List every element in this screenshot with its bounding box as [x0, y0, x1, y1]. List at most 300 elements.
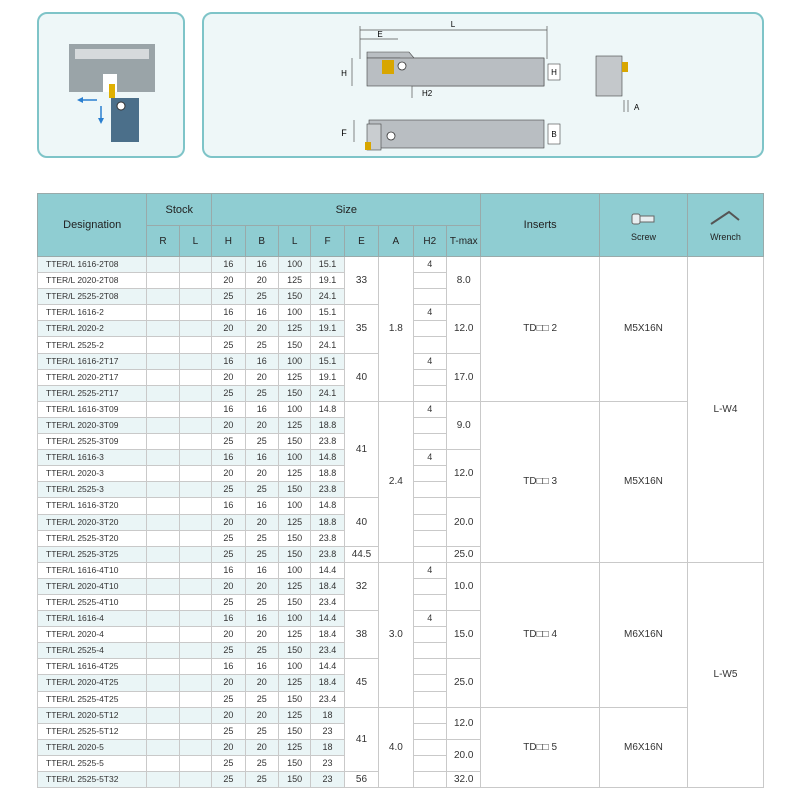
cell-designation: TTER/L 2525-3: [38, 482, 147, 498]
cell-L: 150: [278, 530, 310, 546]
header-E: E: [344, 226, 378, 257]
dim-label-A: A: [634, 103, 640, 112]
dim-label-H-right: H: [551, 68, 557, 77]
cell-designation: TTER/L 2525-2: [38, 337, 147, 353]
cell-F: 14.4: [311, 611, 344, 627]
cell-H: 16: [212, 450, 245, 466]
cell-F: 15.1: [311, 305, 344, 321]
header-Tmax: T-max: [447, 226, 481, 257]
cell-stock-R: [147, 273, 179, 289]
cell-L: 150: [278, 772, 310, 788]
cell-A: 2.4: [379, 401, 413, 562]
cell-screw: M5X16N: [599, 257, 687, 402]
cell-L: 125: [278, 707, 310, 723]
cell-stock-L: [179, 594, 211, 610]
cell-E: 41: [344, 401, 378, 498]
end-insert-icon: [622, 62, 628, 72]
cell-L: 125: [278, 321, 310, 337]
cell-H2: [413, 594, 446, 610]
cell-B: 25: [245, 337, 278, 353]
cell-F: 19.1: [311, 273, 344, 289]
cell-H2: [413, 643, 446, 659]
cell-B: 20: [245, 578, 278, 594]
cell-stock-R: [147, 611, 179, 627]
cell-H: 25: [212, 482, 245, 498]
cell-Tmax: 15.0: [447, 611, 481, 659]
cell-H2: 4: [413, 257, 446, 273]
cell-designation: TTER/L 2020-4: [38, 627, 147, 643]
cell-F: 18: [311, 739, 344, 755]
cell-H: 16: [212, 401, 245, 417]
cell-E: 45: [344, 659, 378, 707]
cell-A: 3.0: [379, 562, 413, 707]
cell-F: 15.1: [311, 353, 344, 369]
cell-H: 20: [212, 417, 245, 433]
cell-screw: M5X16N: [599, 401, 687, 562]
cell-B: 25: [245, 434, 278, 450]
cell-stock-L: [179, 450, 211, 466]
cell-H: 16: [212, 498, 245, 514]
cell-L: 150: [278, 643, 310, 659]
cell-stock-R: [147, 385, 179, 401]
cell-H: 16: [212, 562, 245, 578]
cell-stock-L: [179, 482, 211, 498]
cell-H: 25: [212, 530, 245, 546]
dim-label-B: B: [551, 130, 557, 139]
cell-designation: TTER/L 2525-4T25: [38, 691, 147, 707]
cell-H2: [413, 691, 446, 707]
cell-Tmax: 12.0: [447, 450, 481, 498]
cell-H2: 4: [413, 562, 446, 578]
cell-stock-L: [179, 659, 211, 675]
cell-L: 100: [278, 611, 310, 627]
cell-L: 125: [278, 417, 310, 433]
cell-L: 100: [278, 659, 310, 675]
cell-B: 25: [245, 530, 278, 546]
cell-H2: [413, 498, 446, 514]
cell-stock-R: [147, 675, 179, 691]
cell-stock-R: [147, 417, 179, 433]
cell-B: 20: [245, 675, 278, 691]
cell-H: 25: [212, 691, 245, 707]
header-row-1: [38, 194, 764, 226]
dim-label-E: E: [377, 30, 383, 39]
cell-H: 20: [212, 578, 245, 594]
cell-stock-L: [179, 417, 211, 433]
cell-B: 20: [245, 369, 278, 385]
cell-designation: TTER/L 2020-4T25: [38, 675, 147, 691]
header-F: F: [311, 226, 344, 257]
cell-stock-L: [179, 353, 211, 369]
cell-F: 14.4: [311, 562, 344, 578]
cell-A: 1.8: [379, 257, 413, 402]
cell-F: 23.8: [311, 530, 344, 546]
cell-H2: 4: [413, 353, 446, 369]
cell-stock-L: [179, 755, 211, 771]
cell-stock-L: [179, 707, 211, 723]
cell-H2: [413, 385, 446, 401]
cell-F: 18.4: [311, 578, 344, 594]
cell-H2: [413, 369, 446, 385]
cell-F: 23.8: [311, 482, 344, 498]
cell-E: 32: [344, 562, 378, 610]
cell-H: 25: [212, 385, 245, 401]
cell-designation: TTER/L 1616-2T17: [38, 353, 147, 369]
cell-L: 100: [278, 401, 310, 417]
cell-stock-L: [179, 273, 211, 289]
cell-designation: TTER/L 1616-2: [38, 305, 147, 321]
cell-stock-R: [147, 401, 179, 417]
cell-stock-R: [147, 337, 179, 353]
cell-Tmax: 32.0: [447, 772, 481, 788]
cell-H2: 4: [413, 305, 446, 321]
cell-L: 150: [278, 434, 310, 450]
cell-stock-L: [179, 578, 211, 594]
cell-L: 100: [278, 450, 310, 466]
cell-B: 25: [245, 482, 278, 498]
cell-H2: [413, 321, 446, 337]
header-L-stock: L: [179, 226, 211, 257]
header-designation: Designation: [38, 194, 147, 257]
cell-designation: TTER/L 2020-5: [38, 739, 147, 755]
cell-designation: TTER/L 1616-3T20: [38, 498, 147, 514]
cell-H2: [413, 434, 446, 450]
cell-B: 25: [245, 594, 278, 610]
cell-H: 20: [212, 514, 245, 530]
table-row: [38, 707, 764, 723]
screw-icon: [398, 62, 406, 70]
cell-A: 4.0: [379, 707, 413, 787]
cell-H: 16: [212, 611, 245, 627]
cell-Tmax: 8.0: [447, 257, 481, 305]
cell-stock-R: [147, 305, 179, 321]
cell-H2: [413, 466, 446, 482]
header-screw: [599, 194, 687, 257]
cell-designation: TTER/L 2525-5T12: [38, 723, 147, 739]
cell-H: 20: [212, 273, 245, 289]
header-stock: Stock: [147, 194, 212, 226]
cell-F: 23.4: [311, 691, 344, 707]
header-A: A: [379, 226, 413, 257]
side-screw-icon: [387, 132, 395, 140]
cell-H: 25: [212, 643, 245, 659]
cell-designation: TTER/L 1616-4T10: [38, 562, 147, 578]
cell-H2: [413, 578, 446, 594]
cell-B: 25: [245, 385, 278, 401]
cell-B: 16: [245, 611, 278, 627]
cell-E: 41: [344, 707, 378, 771]
cell-stock-L: [179, 257, 211, 273]
cell-Tmax: 25.0: [447, 659, 481, 707]
cell-B: 20: [245, 514, 278, 530]
cell-stock-R: [147, 739, 179, 755]
cell-H: 16: [212, 257, 245, 273]
cell-H2: [413, 627, 446, 643]
header-L-size: L: [278, 226, 310, 257]
cell-H: 25: [212, 723, 245, 739]
header-H: H: [212, 226, 245, 257]
cell-B: 16: [245, 562, 278, 578]
cell-B: 25: [245, 289, 278, 305]
cell-F: 23.4: [311, 643, 344, 659]
cell-stock-R: [147, 723, 179, 739]
cell-H: 20: [212, 321, 245, 337]
cell-designation: TTER/L 2525-5T32: [38, 772, 147, 788]
cell-B: 25: [245, 772, 278, 788]
cell-stock-R: [147, 643, 179, 659]
cell-B: 20: [245, 739, 278, 755]
header-R: R: [147, 226, 179, 257]
cell-stock-L: [179, 723, 211, 739]
cell-stock-L: [179, 675, 211, 691]
cell-B: 16: [245, 450, 278, 466]
cell-designation: TTER/L 2020-3T20: [38, 514, 147, 530]
insert-tip: [109, 84, 115, 98]
workpiece-highlight: [75, 49, 149, 59]
cell-H2: [413, 514, 446, 530]
cell-inserts: TD□□ 5: [481, 707, 599, 787]
cell-L: 125: [278, 627, 310, 643]
cell-designation: TTER/L 1616-4T25: [38, 659, 147, 675]
cell-stock-L: [179, 498, 211, 514]
cell-designation: TTER/L 2020-5T12: [38, 707, 147, 723]
side-insert-icon: [365, 142, 371, 150]
cell-E: 38: [344, 611, 378, 659]
cell-E: 44.5: [344, 546, 378, 562]
cell-stock-R: [147, 482, 179, 498]
cell-B: 20: [245, 466, 278, 482]
cell-L: 100: [278, 562, 310, 578]
cell-Tmax: 10.0: [447, 562, 481, 610]
cell-stock-L: [179, 691, 211, 707]
cell-designation: TTER/L 2525-5: [38, 755, 147, 771]
cell-B: 16: [245, 305, 278, 321]
cell-F: 24.1: [311, 337, 344, 353]
cell-H: 25: [212, 755, 245, 771]
cell-stock-L: [179, 305, 211, 321]
cell-stock-L: [179, 401, 211, 417]
cell-F: 18.4: [311, 627, 344, 643]
cell-F: 18: [311, 707, 344, 723]
cell-stock-L: [179, 466, 211, 482]
dim-label-L: L: [450, 20, 456, 29]
cell-F: 24.1: [311, 289, 344, 305]
cell-F: 14.4: [311, 659, 344, 675]
cell-stock-L: [179, 772, 211, 788]
cell-designation: TTER/L 2020-2T17: [38, 369, 147, 385]
cell-B: 25: [245, 723, 278, 739]
cell-H: 25: [212, 772, 245, 788]
cell-stock-L: [179, 611, 211, 627]
cell-B: 25: [245, 643, 278, 659]
cell-L: 125: [278, 675, 310, 691]
cell-F: 18.8: [311, 514, 344, 530]
cell-B: 20: [245, 417, 278, 433]
cell-L: 125: [278, 273, 310, 289]
cell-Tmax: 12.0: [447, 305, 481, 353]
cell-stock-R: [147, 434, 179, 450]
cell-H2: [413, 739, 446, 755]
dim-label-F: F: [341, 128, 347, 138]
cell-stock-R: [147, 691, 179, 707]
cell-wrench: L-W4: [687, 257, 763, 563]
cell-Tmax: 20.0: [447, 739, 481, 771]
cell-E: 40: [344, 498, 378, 546]
cell-F: 18.8: [311, 466, 344, 482]
cell-stock-L: [179, 369, 211, 385]
cell-H2: 4: [413, 611, 446, 627]
cell-stock-R: [147, 289, 179, 305]
wrench-icon: [707, 208, 743, 228]
cell-L: 125: [278, 739, 310, 755]
cell-F: 23.4: [311, 594, 344, 610]
table-row: [38, 562, 764, 578]
cell-inserts: TD□□ 4: [481, 562, 599, 707]
dim-label-H-left: H: [341, 69, 347, 78]
cell-stock-L: [179, 337, 211, 353]
dimension-diagram-panel: [202, 12, 764, 158]
usage-diagram: [39, 14, 183, 156]
cell-H2: [413, 289, 446, 305]
cell-designation: TTER/L 2020-3: [38, 466, 147, 482]
cell-stock-L: [179, 385, 211, 401]
table-row: [38, 401, 764, 417]
cell-stock-R: [147, 627, 179, 643]
cell-Tmax: 9.0: [447, 401, 481, 449]
cell-screw: M6X16N: [599, 562, 687, 707]
cell-B: 25: [245, 546, 278, 562]
cell-H2: [413, 707, 446, 723]
cell-B: 20: [245, 627, 278, 643]
cell-designation: TTER/L 2020-3T09: [38, 417, 147, 433]
cell-H: 25: [212, 546, 245, 562]
cell-stock-L: [179, 514, 211, 530]
cell-H2: [413, 273, 446, 289]
cell-stock-R: [147, 594, 179, 610]
cell-H: 25: [212, 594, 245, 610]
cell-E: 35: [344, 305, 378, 353]
cell-stock-R: [147, 466, 179, 482]
cell-F: 19.1: [311, 321, 344, 337]
cell-stock-R: [147, 498, 179, 514]
cell-L: 150: [278, 482, 310, 498]
cell-E: 33: [344, 257, 378, 305]
cell-F: 24.1: [311, 385, 344, 401]
cell-L: 150: [278, 594, 310, 610]
cell-inserts: TD□□ 2: [481, 257, 599, 402]
cell-F: 23.8: [311, 434, 344, 450]
cell-stock-R: [147, 353, 179, 369]
cell-B: 20: [245, 707, 278, 723]
cell-L: 150: [278, 546, 310, 562]
cell-L: 125: [278, 514, 310, 530]
cell-designation: TTER/L 1616-3T09: [38, 401, 147, 417]
cell-stock-L: [179, 627, 211, 643]
cell-stock-L: [179, 321, 211, 337]
cell-B: 16: [245, 353, 278, 369]
cell-L: 150: [278, 691, 310, 707]
arrow-head-down-icon: [98, 118, 104, 124]
cell-B: 20: [245, 321, 278, 337]
cell-H2: [413, 772, 446, 788]
cell-F: 19.1: [311, 369, 344, 385]
cell-F: 14.8: [311, 450, 344, 466]
cell-H2: [413, 530, 446, 546]
header-wrench-label: Wrench: [710, 231, 741, 242]
cell-stock-L: [179, 562, 211, 578]
cell-F: 23: [311, 755, 344, 771]
cell-F: 23: [311, 723, 344, 739]
cell-Tmax: 17.0: [447, 353, 481, 401]
cell-H2: [413, 659, 446, 675]
cell-E: 56: [344, 772, 378, 788]
cell-H: 16: [212, 305, 245, 321]
cell-H: 16: [212, 353, 245, 369]
cell-F: 23: [311, 772, 344, 788]
cell-E: 40: [344, 353, 378, 401]
cell-H: 20: [212, 739, 245, 755]
cell-B: 16: [245, 498, 278, 514]
cell-L: 100: [278, 498, 310, 514]
cell-designation: TTER/L 2020-2T08: [38, 273, 147, 289]
cell-stock-L: [179, 546, 211, 562]
cell-stock-R: [147, 321, 179, 337]
cell-L: 150: [278, 385, 310, 401]
cell-B: 25: [245, 755, 278, 771]
clamp-screw-icon: [117, 102, 125, 110]
cell-inserts: TD□□ 3: [481, 401, 599, 562]
cell-H2: [413, 723, 446, 739]
cell-designation: TTER/L 1616-2T08: [38, 257, 147, 273]
cell-designation: TTER/L 2020-4T10: [38, 578, 147, 594]
cell-L: 125: [278, 578, 310, 594]
cell-stock-L: [179, 434, 211, 450]
cell-screw: M6X16N: [599, 707, 687, 787]
cell-L: 100: [278, 305, 310, 321]
cell-B: 16: [245, 257, 278, 273]
cell-H: 20: [212, 466, 245, 482]
cell-designation: TTER/L 2525-3T09: [38, 434, 147, 450]
cell-H: 20: [212, 369, 245, 385]
cell-L: 100: [278, 257, 310, 273]
usage-diagram-panel: [37, 12, 185, 158]
cell-L: 125: [278, 466, 310, 482]
cell-Tmax: 25.0: [447, 546, 481, 562]
cell-F: 14.8: [311, 401, 344, 417]
cell-stock-R: [147, 450, 179, 466]
cell-L: 125: [278, 369, 310, 385]
cell-stock-L: [179, 289, 211, 305]
cell-H: 20: [212, 627, 245, 643]
cell-designation: TTER/L 2525-2T08: [38, 289, 147, 305]
cell-F: 14.8: [311, 498, 344, 514]
cell-stock-R: [147, 530, 179, 546]
dimension-diagram: [204, 14, 762, 156]
cell-B: 16: [245, 401, 278, 417]
header-inserts: Inserts: [481, 194, 599, 257]
cell-stock-R: [147, 257, 179, 273]
cell-designation: TTER/L 1616-4: [38, 611, 147, 627]
spec-table: [37, 193, 764, 788]
cell-stock-L: [179, 530, 211, 546]
cell-H2: [413, 337, 446, 353]
cell-H2: [413, 675, 446, 691]
cell-L: 100: [278, 353, 310, 369]
cell-L: 150: [278, 723, 310, 739]
cell-H: 20: [212, 707, 245, 723]
cell-H2: [413, 482, 446, 498]
cell-H2: 4: [413, 450, 446, 466]
